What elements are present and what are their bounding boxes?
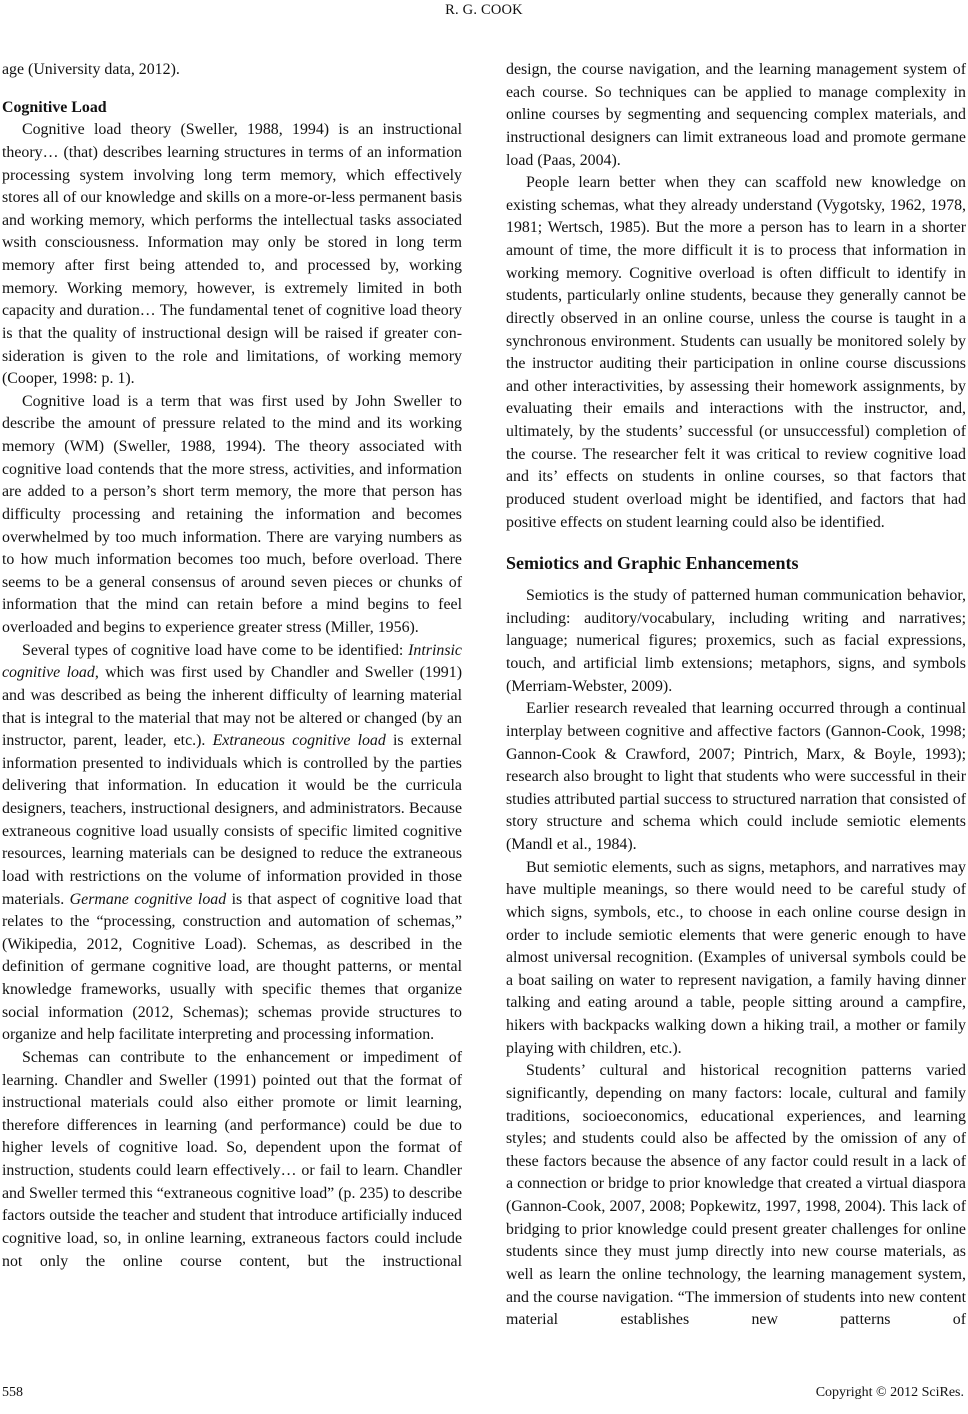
paragraph [506,59,966,172]
text-run: Schemas can contribute to the enhancement or impediment of learning. Chandler and Sweller (1991) pointed out that the format of instructional materials could also either promote or limit learning, therefore differences in learning (and performance) could be due to higher levels of cognitive load. So, dependent upon the format of instruction, students could learn effectively… or fail to learn. Chandler and Sweller termed this “extraneous cognitive load” (p. 235) to describe factors outside the teacher and student that introduce artificially induced cognitive load, so, in online learning, extraneous factors could include not only the online course content, but the instructional [2,1048,462,1270]
italic-term: Germane cognitive load [69,890,227,908]
text-run: Students’ cultural and historical recognition patterns varied significantly, depending on many factors: locale, cultural and family traditions, socioeconomics, educational experiences, and learning styles; and students could also be affected by the omission of any of these factors because the absence of any factor could result in a lack of a connection or bridge to prior knowledge that created a virtual diaspora (Gannon-Cook, 2007, 2008; Popkewitz, 1997, 1998, 2004). This lack of bridging to prior knowledge could present greater challenges for online students since they must jump directly into new course materials, as well as learn the online technology, the learning management system, and the course navigation. “The immersion of students into new content material establishes new patterns of [506,1062,966,1329]
paragraph [506,585,966,698]
text-run: age (University data, 2012). [2,61,180,78]
paragraph [2,1047,462,1273]
text-run: But semiotic elements, such as signs, metaphors, and narratives may have multiple meanings, so there would need to be careful study of which signs, symbols, etc., to choose in each online course design in order to include semiotic elements that were generic enough to have almost universal recognition. (Examples of universal symbols could be a boat sailing on water to represent navigation, a family having dinner talking and eating around a table, people sitting around a campfire, hikers with backpacks walking down a hiking trail, a mother or family playing with children, etc.). [506,858,966,1057]
copyright-notice: Copyright © 2012 SciRes. [815,1385,964,1400]
paragraph [506,857,966,1061]
italic-term: Extraneous cognitive load [212,732,386,750]
paragraph [2,640,462,1047]
text-run: Cognitive load theory (Sweller, 1988, 1994) is an instructional theory… (that) describes learning structures in terms of an information processing system involving long term memory, which effectively stores all of our knowledge and skills on a more-or-less permanent basis and working memory, which performs the intellectual tasks associated wsith consciousness. Information may only be stored in long term memory after first being attended to, and processed by, working memory. Working memory, however, is extremely limited in both capacity and duration… The fundamental tenet of cognitive load theory is that the quality of instructional design will be raised if greater consideration is given to the role and limitations, of working memory (Cooper, 1998: p. 1). [2,121,462,388]
text-run: Semiotics is the study of patterned human communication behavior, including: auditory/vocabulary, including writing and narratives; language; numerical figures; proxemics, such as facial expressions, touch, and artificial limb extensions; metaphors, signs, and symbols (Merriam-Webster, 2009). [506,587,966,695]
text-run: design, the course navigation, and the learning management system of each course. So techniques can be applied to manage complexity in online courses by segmenting and sequencing complex materials, and instructional designers can limit extraneous load and promote germane load (Paas, 2004). [506,61,966,169]
paragraph [2,119,462,391]
paragraph [506,172,966,534]
right-column [506,59,966,1332]
page-number: 558 [2,1385,23,1400]
left-column [2,59,462,1273]
section-heading: Cognitive Load [2,98,107,116]
section-heading: Semiotics and Graphic Enhancements [506,553,799,574]
text-run: Earlier research revealed that learning occurred through a continual interplay between cognitive and affective factors (Gannon-Cook, 1998; Gannon-Cook & Crawford, 2007; Pintrich, Marx, & Boyle, 1993); research also brought to light that students who were successful in their studies attributed partial success to structured narration that consisted of story structure and schema which could include semiotic elements (Mandl et al., 1984). [506,700,966,853]
text-run: Cognitive load is a term that was first used by John Sweller to describe the amount of pressure related to the mind and its working memory (WM) (Sweller, 1988, 1994). The theory associated with cognitive load contends that the more stress, activities, and information are added to a person’s short term memory, the more that person has difficulty processing and retaining the information and becomes overwhelmed by too much information. There are varying numbers as to how much information becomes too much, before overload. There seems to be a general consensus of around seven pieces or chunks of information that the mind can retain before a mind begins to feel overloaded and begins to experience greater stress (Miller, 1956). [2,392,462,636]
text-run: , which was first used by Chandler and Sweller (1991) and was described as being the inherent difficulty of learning material that is integral to the material that may not be altered or changed (by an instructor, parent, leader, etc.). [2,664,462,750]
paragraph [2,391,462,640]
running-head: R. G. COOK [445,2,523,18]
paragraph [2,59,462,82]
paragraph [506,1060,966,1332]
italic-term: Intrinsic cognitive load [2,641,462,682]
text-run: is external information presented to individuals which is controlled by the parties delivering that information. In education it would be the curricula designers, teachers, instructional designers, and administrators. Because extraneous cognitive load usually consists of specific limited cognitive resources, learning materials can be designed to reduce the extraneous load with restrictions on the volume of information provided in those materials. [2,732,462,908]
text-run: is that aspect of cognitive load that relates to the “processing, construction and automation of schemas,” (Wikipedia, 2012, Cognitive Load). Schemas, as described in the definition of germane cognitive load, are thought patterns, or mental knowledge frameworks, usually with specific themes that organize social information (2012, Schemas); schemas provide structures to organize and help facilitate interpreting and processing information. [2,890,462,1044]
text-run: People learn better when they can scaffold new knowledge on existing schemas, what they already understand (Vygotsky, 1962, 1978, 1981; Wertsch, 1985). But the more a person has to learn in a shorter amount of time, the more difficult it is to process that information in working memory. Cognitive overload is often difficult to identify in students, particularly online students, because they generally cannot be directly observed in an online course, unless the course is taught in a synchronous environment. Students can usually be monitored solely by the instructor auditing their participation in online course discussions and other interactivities, by assessing their homework assignments, by evaluating their emails and interactions with the instructor, and, ultimately, by the students’ successful (or unsuccessful) completion of the course. The researcher felt it was critical to review cognitive load and its’ effects on students in online courses, so that factors that produced student overload might be identified, and factors that had positive effects on student learning could also be identified. [506,174,966,531]
text-run: Several types of cognitive load have come to be identified: [22,641,409,659]
paragraph [506,698,966,856]
